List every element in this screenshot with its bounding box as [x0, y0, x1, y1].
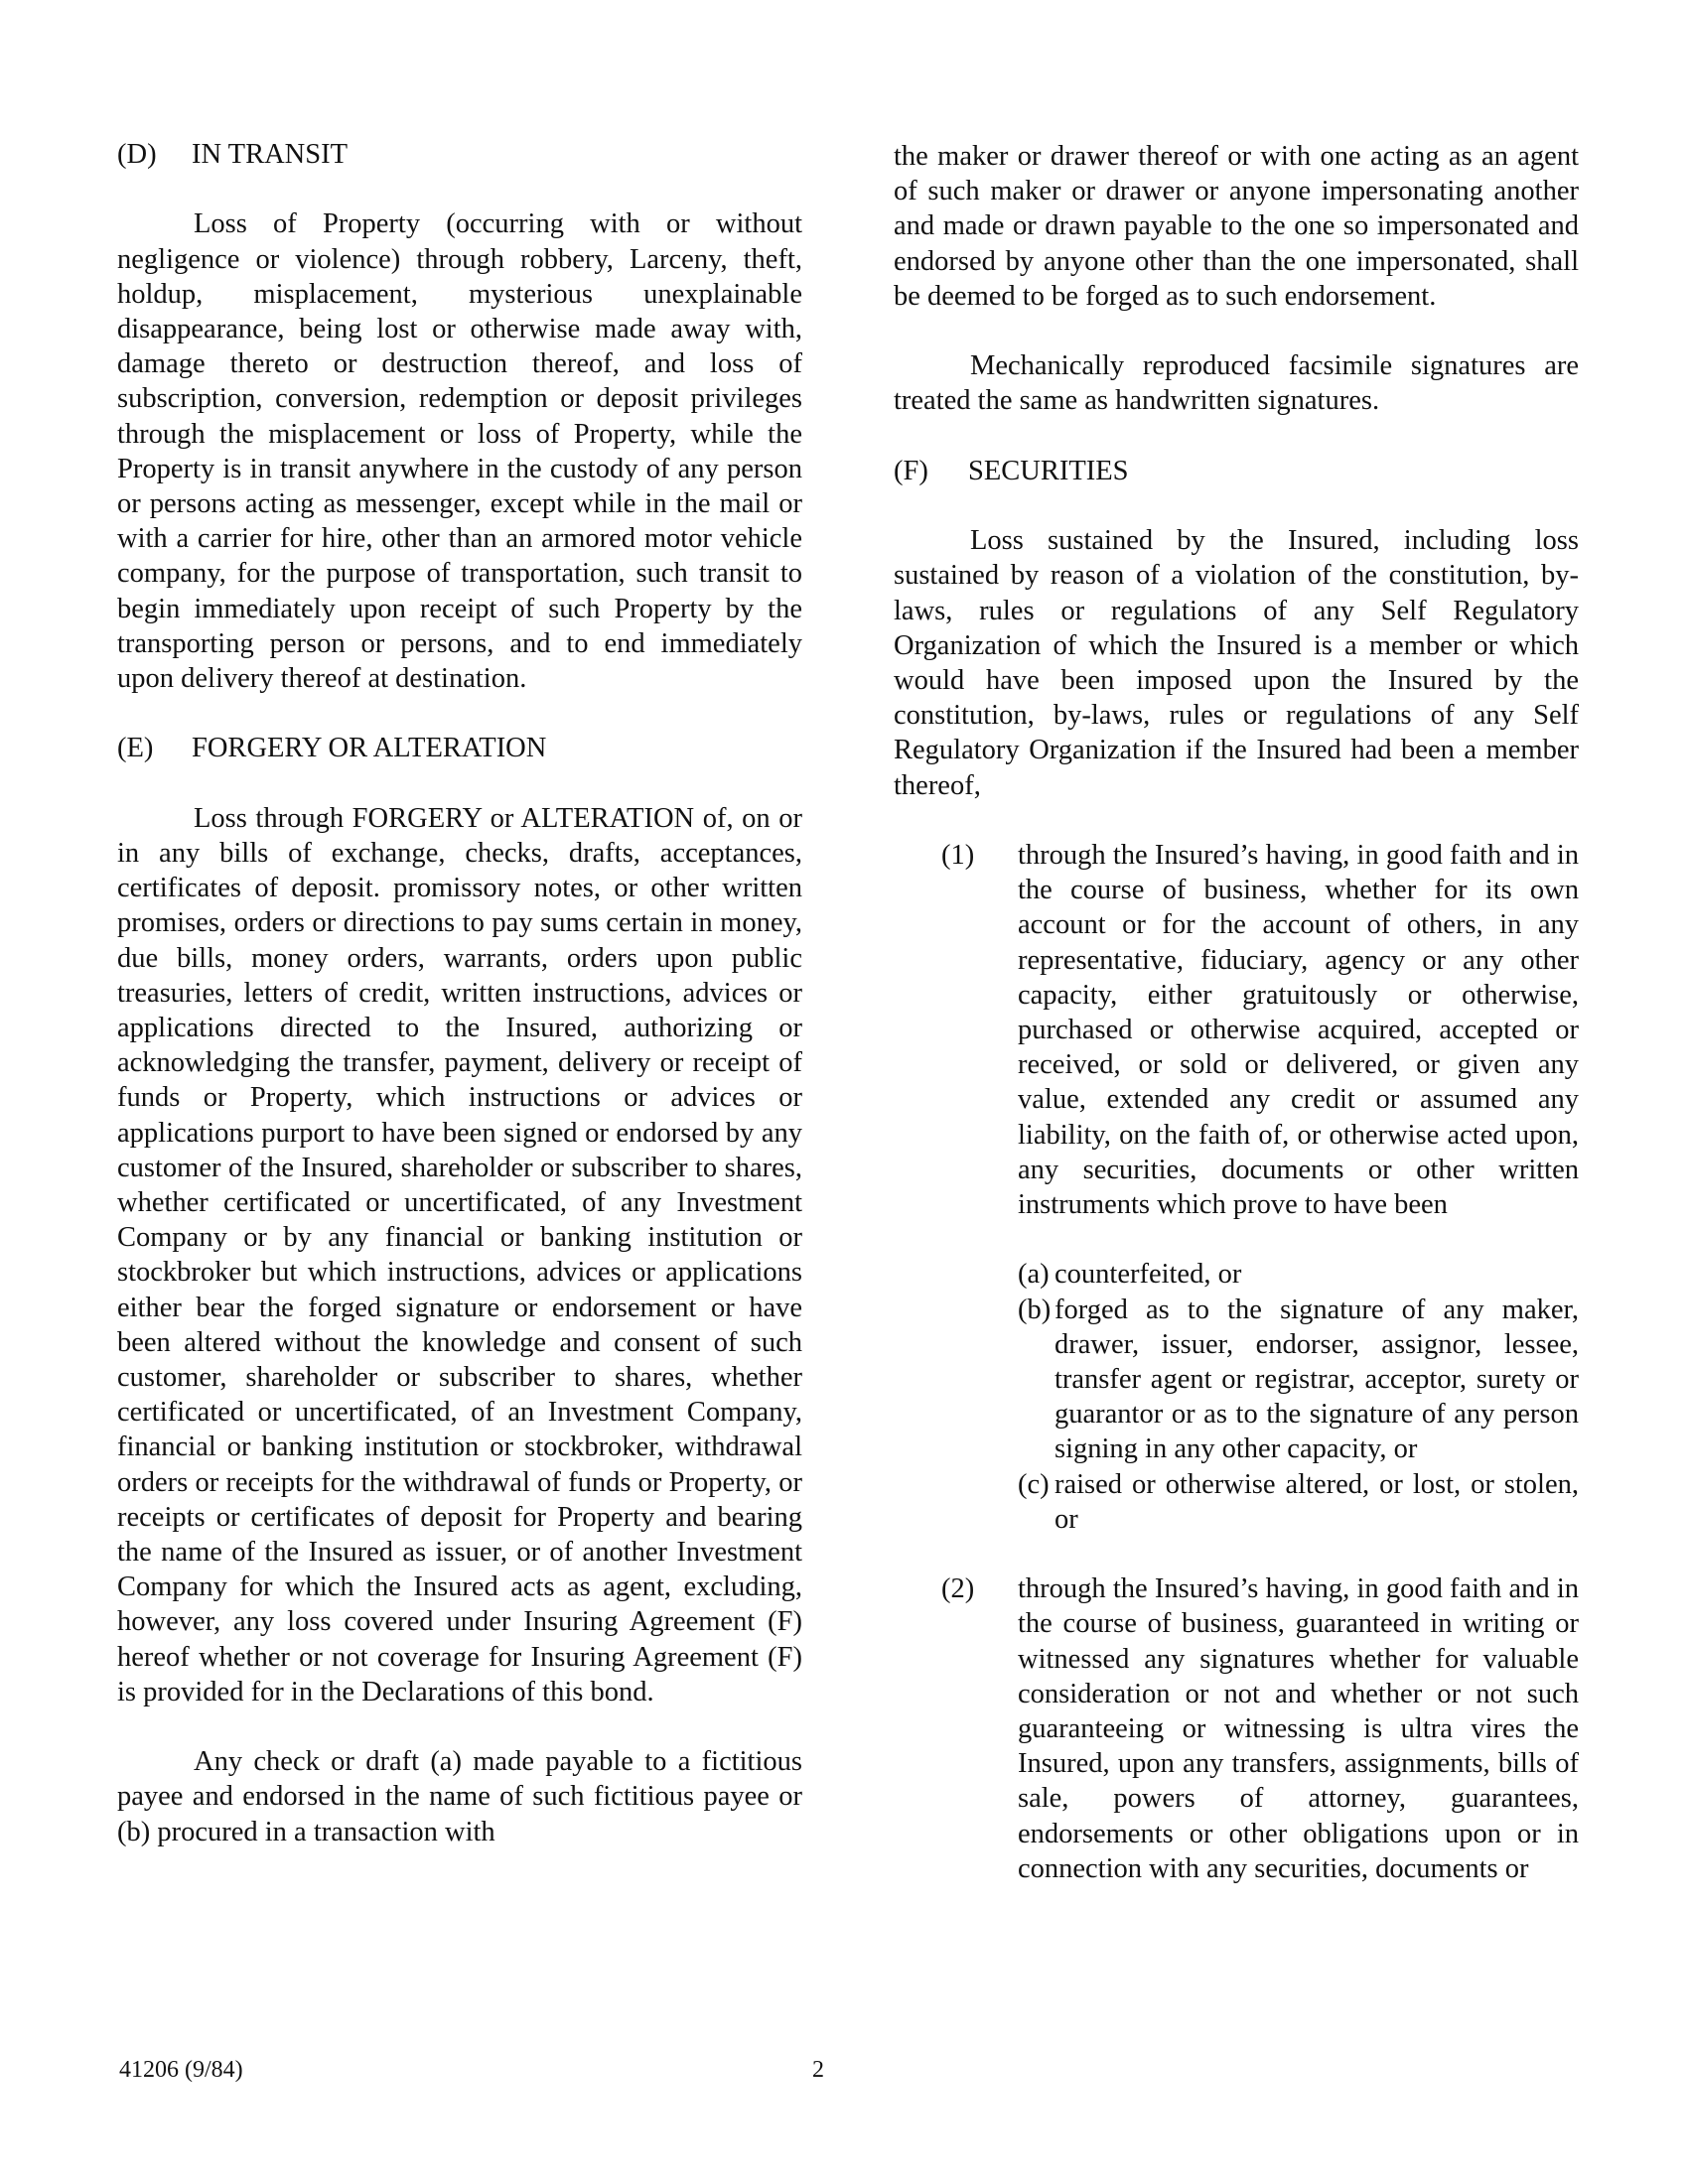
item-number: (1)	[941, 840, 975, 871]
section-d-heading	[117, 137, 802, 172]
right-column	[894, 139, 1579, 1886]
section-e-check-paragraph-continued: the maker or drawer thereof or with one acting as an agent of such maker or drawer or anyone impersonating another and made or drawn payable to the one so impersonated and endorsed by anyone other than the one impersonated, shall be deemed to be forged as to such endorsement.	[894, 141, 1579, 312]
left-column	[117, 137, 802, 1849]
section-e-heading	[117, 731, 802, 765]
section-f-title: SECURITIES	[968, 455, 1129, 486]
section-e-label: (E)	[117, 733, 154, 764]
section-f-heading	[894, 454, 1579, 488]
item-number: (2)	[941, 1573, 975, 1605]
form-code: 41206 (9/84)	[119, 2057, 243, 2083]
sub-item-label: (b)	[1018, 1294, 1052, 1325]
sub-list-item	[1018, 1257, 1579, 1292]
list-item	[941, 838, 1579, 1222]
sub-item-text: forged as to the signature of any maker, drawer, issuer, endorser, assignor, lessee, transfer agent or registrar, acceptor, surety or guarantor or as to the signature of any person signing in any other capacity, or	[1055, 1294, 1579, 1465]
item-text: through the Insured’s having, in good faith and in the course of business, guaranteed in writing or witnessed any signatures whether for valuable consideration or not and whether or not such guaranteeing or witnessing is ultra vires the Insured, upon any transfers, assignments, bills of sale, powers of attorney, guarantees, endorsements or other obligations upon or in connection with any securities, documents or	[1018, 1573, 1579, 1884]
facsimile-signatures-paragraph: Mechanically reproduced facsimile signatures are treated the same as handwritten signatures.	[894, 350, 1579, 417]
sub-list-item	[1018, 1467, 1579, 1537]
section-d-title: IN TRANSIT	[192, 139, 349, 170]
sub-list-item	[1018, 1293, 1579, 1467]
sub-item-text: raised or otherwise altered, or lost, or stolen, or	[1055, 1468, 1579, 1535]
section-f-paragraph: Loss sustained by the Insured, including loss sustained by reason of a violation of the constitution, by-laws, rules or regulations of any Self Regulatory Organization of which the Insured is a member or which would have been imposed upon the Insured by the constitution, by-laws, rules or regulations of any Self Regulatory Organization if the Insured had been a member thereof,	[894, 525, 1579, 801]
section-d-paragraph: Loss of Property (occurring with or without negligence or violence) through robbery, Larceny, theft, holdup, misplacement, mysterious unexplainable disappearance, being lost or otherwise made away with, damage thereto or destruction thereof, and loss of subscription, conversion, redemption or deposit privileges through the misplacement or loss of Property, while the Property is in transit anywhere in the custody of any person or persons acting as messenger, except while in the mail or with a carrier for hire, other than an armored motor vehicle company, for the purpose of transportation, such transit to begin immediately upon receipt of such Property by the transporting person or persons, and to end immediately upon delivery thereof at destination.	[117, 208, 802, 695]
item-text: through the Insured’s having, in good faith and in the course of business, whether for its own account or for the account of others, in any representative, fiduciary, agency or any other capacity, either gratuitously or otherwise, purchased or otherwise acquired, accepted or received, or sold or delivered, or given any value, extended any credit or assumed any liability, on the faith of, or otherwise acted upon, any securities, documents or other written instruments which prove to have been	[1018, 840, 1579, 1221]
section-e-paragraph: Loss through FORGERY or ALTERATION of, on or in any bills of exchange, checks, drafts, acceptances, certificates of deposit. promissory notes, or other written promises, orders or directions to pay sums certain in money, due bills, money orders, warrants, orders upon public treasuries, letters of credit, written instructions, advices or applications directed to the Insured, authorizing or acknowledging the transfer, payment, delivery or receipt of funds or Property, which instructions or advices or applications purport to have been signed or endorsed by any customer of the Insured, shareholder or subscriber to shares, whether certificated or uncertificated, of any Investment Company or by any financial or banking institution or stockbroker but which instructions, advices or applications either bear the forged signature or endorsement or have been altered without the knowledge and consent of such customer, shareholder or subscriber to shares, whether certificated or uncertificated, of an Investment Company, financial or banking institution or stockbroker, withdrawal orders or receipts for the withdrawal of funds or Property, or receipts or certificates of deposit for Property and bearing the name of the Insured as issuer, or of another Investment Company for which the Insured acts as agent, excluding, however, any loss covered under Insuring Agreement (F) hereof whether or not coverage for Insuring Agreement (F) is provided for in the Declarations of this bond.	[117, 802, 802, 1707]
sub-item-text: counterfeited, or	[1055, 1259, 1242, 1291]
sub-item-label: (c)	[1018, 1468, 1050, 1500]
sub-item-label: (a)	[1018, 1259, 1050, 1291]
section-e-title: FORGERY OR ALTERATION	[192, 733, 547, 764]
page-number: 2	[812, 2057, 824, 2083]
section-d-label: (D)	[117, 139, 157, 170]
section-e-check-paragraph-start: Any check or draft (a) made payable to a fictitious payee and endorsed in the name of such fictitious payee or (b) procured in a transaction with	[117, 1746, 802, 1847]
section-f-label: (F)	[894, 455, 928, 486]
list-item	[941, 1571, 1579, 1886]
